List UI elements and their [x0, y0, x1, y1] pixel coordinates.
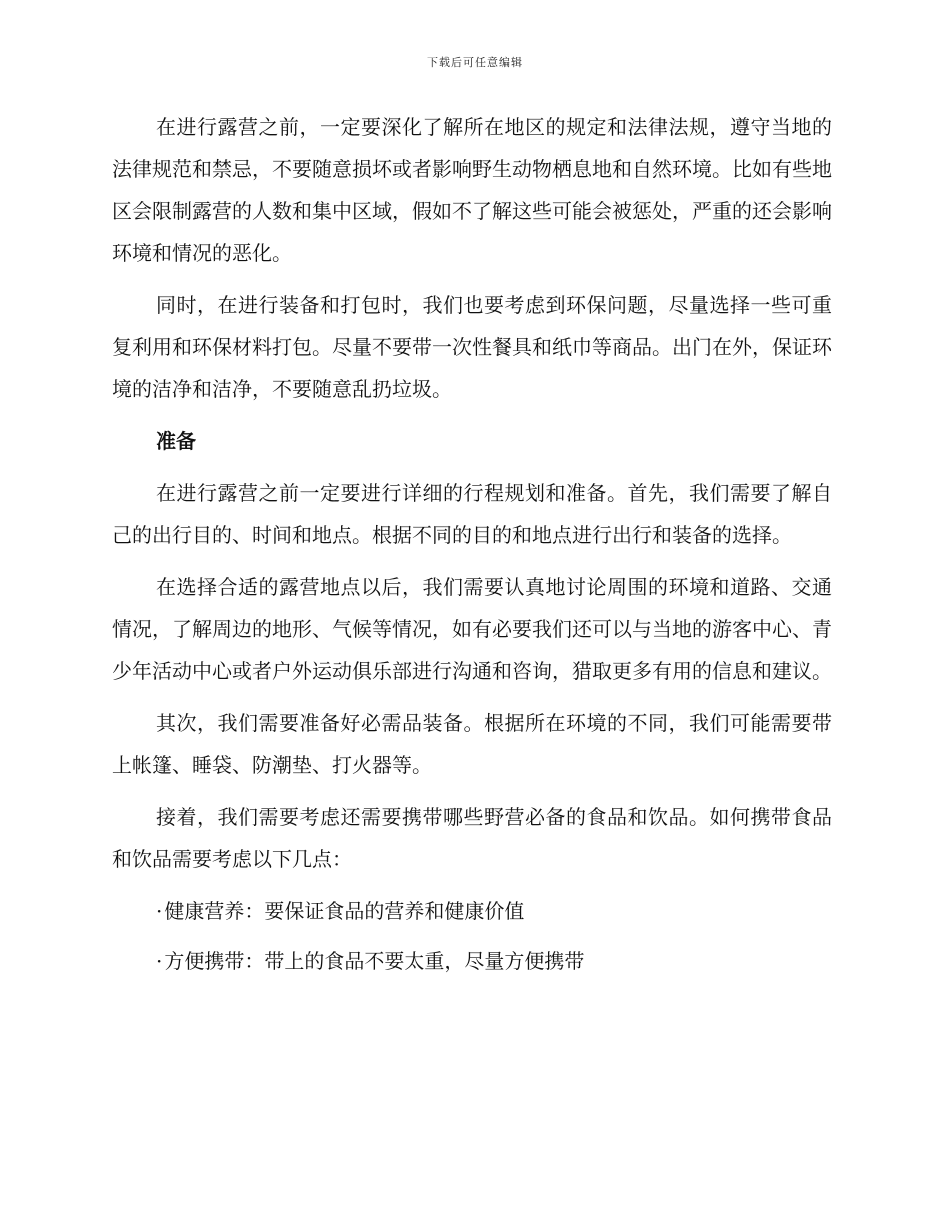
paragraph-equipment: 其次，我们需要准备好必需品装备。根据所在环境的不同，我们可能需要带上帐篷、睡袋、防潮垫、打火器等。	[112, 711, 832, 777]
paragraph-food: 接着，我们需要考虑还需要携带哪些野营必备的食品和饮品。如何携带食品和饮品需要考虑以下几点：	[112, 805, 832, 871]
paragraph-site-research: 在选择合适的露营地点以后，我们需要认真地讨论周围的环境和道路、交通情况，了解周边的地形、气候等情况，如有必要我们还可以与当地的游客中心、青少年活动中心或者户外运动俱乐部进行沟通和咨询，猎取更多有用的信息和建议。	[112, 575, 832, 683]
bullet-marker: ·	[156, 949, 163, 973]
paragraph-eco-packing: 同时，在进行装备和打包时，我们也要考虑到环保问题，尽量选择一些可重复利用和环保材料打包。尽量不要带一次性餐具和纸巾等商品。出门在外，保证环境的洁净和洁净，不要随意乱扔垃圾。	[112, 293, 832, 401]
bullet-text: 方便携带：带上的食品不要太重，尽量方便携带	[164, 949, 585, 973]
bullet-marker: ·	[156, 899, 163, 923]
document-body	[112, 106, 832, 990]
list-item	[112, 940, 832, 982]
bullet-text: 健康营养：要保证食品的营养和健康价值	[164, 899, 525, 923]
header-note: 下载后可任意编辑	[427, 56, 523, 69]
paragraph-planning: 在进行露营之前一定要进行详细的行程规划和准备。首先，我们需要了解自己的出行目的、时间和地点。根据不同的目的和地点进行出行和装备的选择。	[112, 481, 832, 547]
paragraph-regulations: 在进行露营之前，一定要深化了解所在地区的规定和法律法规，遵守当地的法律规范和禁忌，不要随意损坏或者影响野生动物栖息地和自然环境。比如有些地区会限制露营的人数和集中区域，假如不了解这些可能会被惩处，严重的还会影响环境和情况的恶化。	[112, 115, 832, 265]
section-heading: 准备	[156, 429, 196, 453]
list-item	[112, 890, 832, 932]
